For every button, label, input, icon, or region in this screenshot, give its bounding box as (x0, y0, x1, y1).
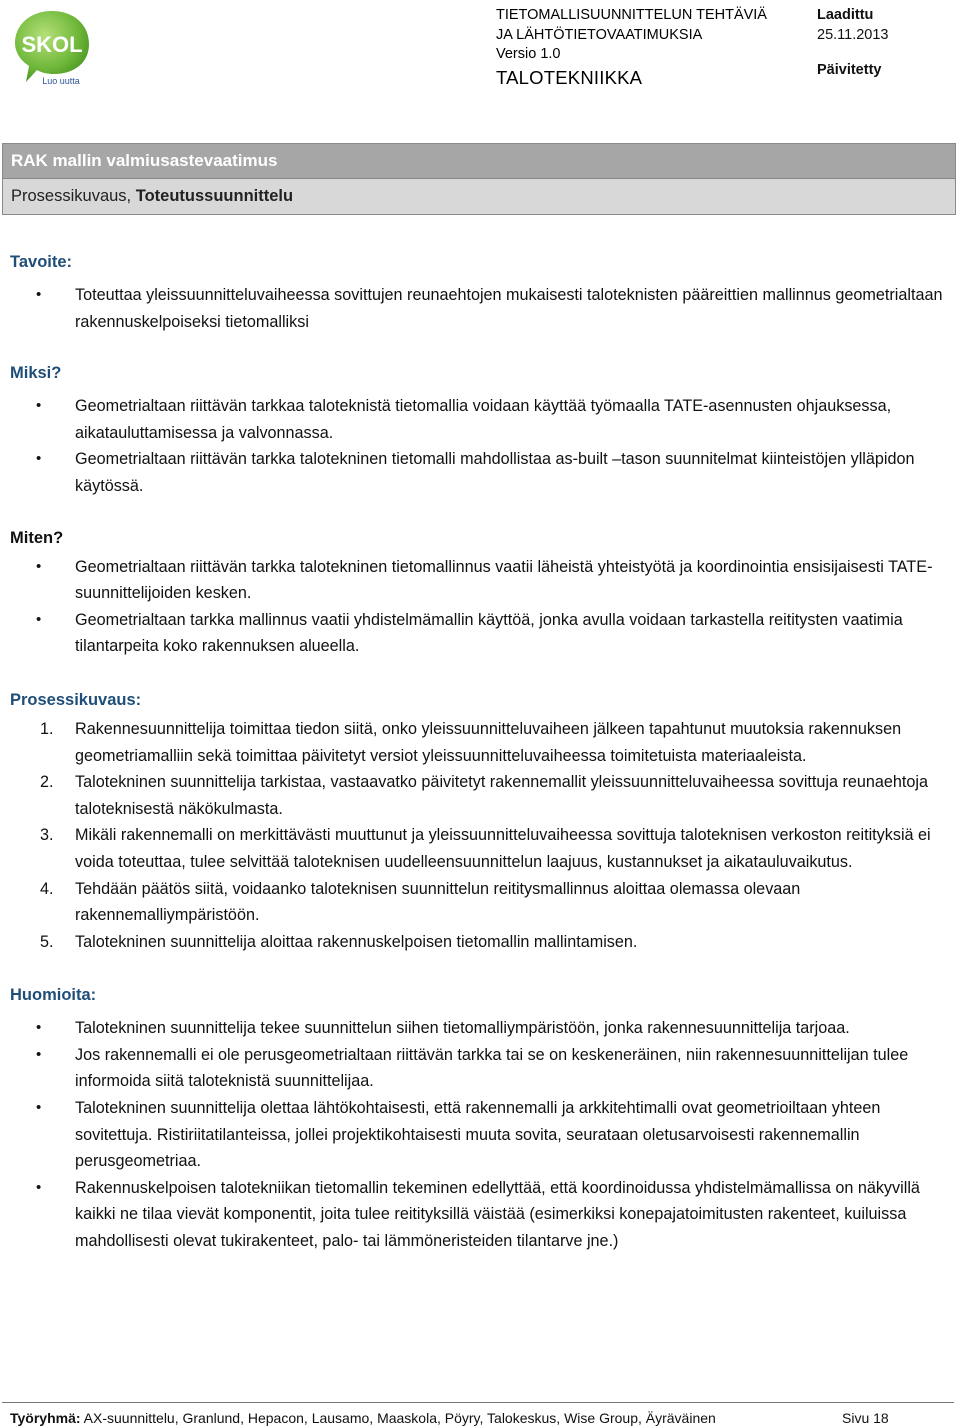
list-item: • Toteuttaa yleissuunnitteluvaiheessa sovittujen reunaehtojen mukaisesti taloteknisten pääreittien mallinnus geometrialtaan rakennuskelpoiseksi tietomalliksi (10, 282, 950, 335)
heading-tavoite: Tavoite: (10, 253, 73, 271)
miten-list (10, 554, 950, 660)
list-item: • Jos rakennemalli ei ole perusgeometrialtaan riittävän tarkka tai se on keskeneräinen, niin rakennesuunnittelijan tulee informoida siitä taloteknistä suunnittelijaa. (10, 1042, 950, 1095)
document-title (496, 6, 767, 91)
list-item: • Rakennuskelpoisen talotekniikan tietomallin tekeminen edellyttää, että koordinoidussa yhdistelmämallissa on näkyvillä kaikki ne tilaa vievät komponentit, joita tulee reitityksillä väistää (esimerkiksi konepajatoimitusten rakenteet, kuiluissa mahdollisesti olevat tukirakenteet, palo- tai lämmöneristeiden tilantarve jne.) (10, 1175, 950, 1255)
created-label: Laadittu (817, 7, 874, 23)
list-item (10, 822, 950, 875)
title-line-2: JA LÄHTÖTIETOVAATIMUKSIA (496, 26, 703, 43)
item-number: 5. (40, 932, 54, 951)
tavoite-list (10, 282, 950, 335)
section-banner (2, 143, 956, 215)
list-item: • Talotekninen suunnittelija olettaa lähtökohtaisesti, että rakennemalli ja arkkitehtimalli ovat geometrioiltaan yhteen sovitettuja. Ristiriitatilanteissa, jollei projektikohtaisesti muuta sovita, seurataan oletusarvoisesti rakennemallin perusgeometriaa. (10, 1095, 950, 1175)
footer-group-label: Työryhmä: (10, 1410, 81, 1426)
list-item (10, 769, 950, 822)
item-number: 3. (40, 826, 54, 845)
footer-workgroup (10, 1408, 716, 1428)
logo-text: SKOL (21, 32, 83, 57)
banner-title: RAK mallin valmiusastevaatimus (3, 144, 955, 179)
skol-logo (12, 8, 92, 86)
banner-subtitle-prefix: Prosessikuvaus, (11, 187, 136, 205)
footer-group-members: AX-suunnittelu, Granlund, Hepacon, Lausamo, Maaskola, Pöyry, Talokeskus, Wise Group, Äyräväinen (80, 1410, 716, 1426)
item-text: Talotekninen suunnittelija tarkistaa, vastaavatko päivitetyt rakennemallit yleissuunnitteluvaiheessa sovittuja reunaehtoja taloteknisestä näkökulmasta. (75, 773, 929, 818)
page-number: Sivu 18 (842, 1410, 889, 1426)
heading-prosessikuvaus: Prosessikuvaus: (10, 690, 142, 709)
item-number: 4. (40, 879, 54, 898)
huomioita-list (10, 1015, 950, 1254)
list-item: • Geometrialtaan riittävän tarkka talotekninen tietomalli mahdollistaa as-built –tason suunnitelmat kiinteistöjen ylläpidon käytössä. (10, 446, 950, 499)
subtitle: TALOTEKNIIKKA (496, 66, 643, 88)
logo-tagline: Luo uutta (42, 76, 80, 86)
footer-divider (2, 1402, 954, 1403)
heading-huomioita: Huomioita: (10, 986, 97, 1005)
list-item: • Geometrialtaan riittävän tarkka talotekninen tietomallinnus vaatii läheistä yhteistyötä ja koordinointia ensisijaisesti TATE-suunnittelijoiden kesken. (10, 554, 950, 607)
miksi-list (10, 393, 950, 499)
item-text: Rakennesuunnittelija toimittaa tiedon siitä, onko yleissuunnitteluvaiheen jälkeen tapahtunut muutoksia rakennuksen geometriamalliin sekä toimittaa päivitetyt versiot yleissuunnitteluvaiheessa toimitetuista materiaaleista. (75, 719, 902, 765)
list-item (10, 716, 950, 769)
created-date: 25.11.2013 (817, 26, 889, 43)
item-text: Mikäli rakennemalli on merkittävästi muuttunut ja yleissuunnitteluvaiheessa sovittuja taloteknisen verkoston reitityksiä ei voida toteuttaa, tulee selvittää taloteknisen uudelleensuunnittelun laajuus, kustannukset ja aikatauluvaikutus. (75, 826, 931, 871)
list-item: • Geometrialtaan tarkka mallinnus vaatii yhdistelmämallin käyttöä, jonka avulla voidaan tarkastella reititysten vaatimia tilantarpeita koko rakennuksen alueella. (10, 607, 950, 660)
item-number: 2. (40, 773, 54, 792)
updated-label: Päivitetty (817, 62, 882, 78)
item-number: 1. (40, 719, 54, 738)
heading-miten: Miten? (10, 528, 64, 547)
title-line-1: TIETOMALLISUUNNITTELUN TEHTÄVIÄ (496, 7, 767, 23)
banner-subtitle (3, 179, 955, 214)
prosessi-list (10, 716, 950, 955)
document-body (10, 248, 950, 1255)
list-item (10, 876, 950, 929)
item-text: Tehdään päätös siitä, voidaanko taloteknisen suunnittelun reititysmallinnus aloittaa olemassa olevaan rakennemalliympäristöön. (75, 879, 801, 925)
heading-miksi: Miksi? (10, 364, 62, 383)
list-item (10, 929, 950, 956)
document-dates (817, 6, 889, 81)
item-text: Talotekninen suunnittelija aloittaa rakennuskelpoisen tietomallin mallintamisen. (75, 932, 638, 951)
list-item: • Talotekninen suunnittelija tekee suunnittelun siihen tietomalliympäristöön, jonka rakennesuunnittelija tarjoaa. (10, 1015, 950, 1042)
list-item: • Geometrialtaan riittävän tarkkaa taloteknistä tietomallia voidaan käyttää työmaalla TATE-asennusten ohjauksessa, aikatauluttamisessa ja valvonnassa. (10, 393, 950, 446)
version: Versio 1.0 (496, 46, 561, 62)
banner-subtitle-bold: Toteutussuunnittelu (135, 187, 294, 205)
